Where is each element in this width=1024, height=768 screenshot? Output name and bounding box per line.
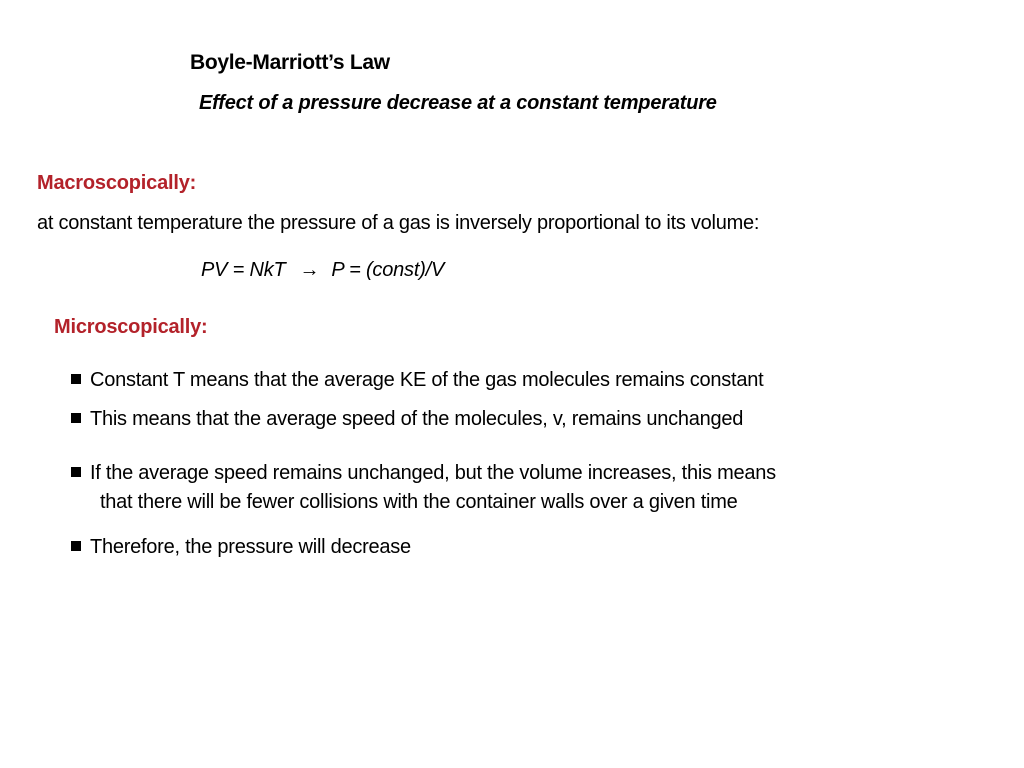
slide-subtitle: Effect of a pressure decrease at a constant temperature xyxy=(199,92,717,114)
bullet-text: If the average speed remains unchanged, but the volume increases, this means xyxy=(90,462,776,484)
bullet-text-continuation: that there will be fewer collisions with the container walls over a given time xyxy=(100,491,738,513)
equation-ideal-gas: PV = NkT xyxy=(201,259,286,281)
bullet-text: Constant T means that the average KE of the gas molecules remains constant xyxy=(90,369,764,391)
bullet-item xyxy=(71,405,743,434)
macroscopic-statement: at constant temperature the pressure of a gas is inversely proportional to its volume: xyxy=(37,212,760,234)
square-bullet-icon xyxy=(71,374,81,384)
bullet-item xyxy=(71,366,763,395)
square-bullet-icon xyxy=(71,541,81,551)
microscopic-heading: Microscopically: xyxy=(54,316,208,338)
bullet-item xyxy=(71,533,411,562)
square-bullet-icon xyxy=(71,413,81,423)
bullet-item xyxy=(71,459,776,517)
square-bullet-icon xyxy=(71,467,81,477)
macroscopic-heading: Macroscopically: xyxy=(37,172,197,194)
bullet-text: Therefore, the pressure will decrease xyxy=(90,536,411,558)
bullet-text: This means that the average speed of the molecules, v, remains unchanged xyxy=(90,408,744,430)
gas-law-equation xyxy=(201,259,444,282)
equation-pressure: P = (const)/V xyxy=(331,259,445,281)
implies-arrow-icon: → xyxy=(299,259,320,281)
slide-title: Boyle-Marriott’s Law xyxy=(190,51,390,74)
